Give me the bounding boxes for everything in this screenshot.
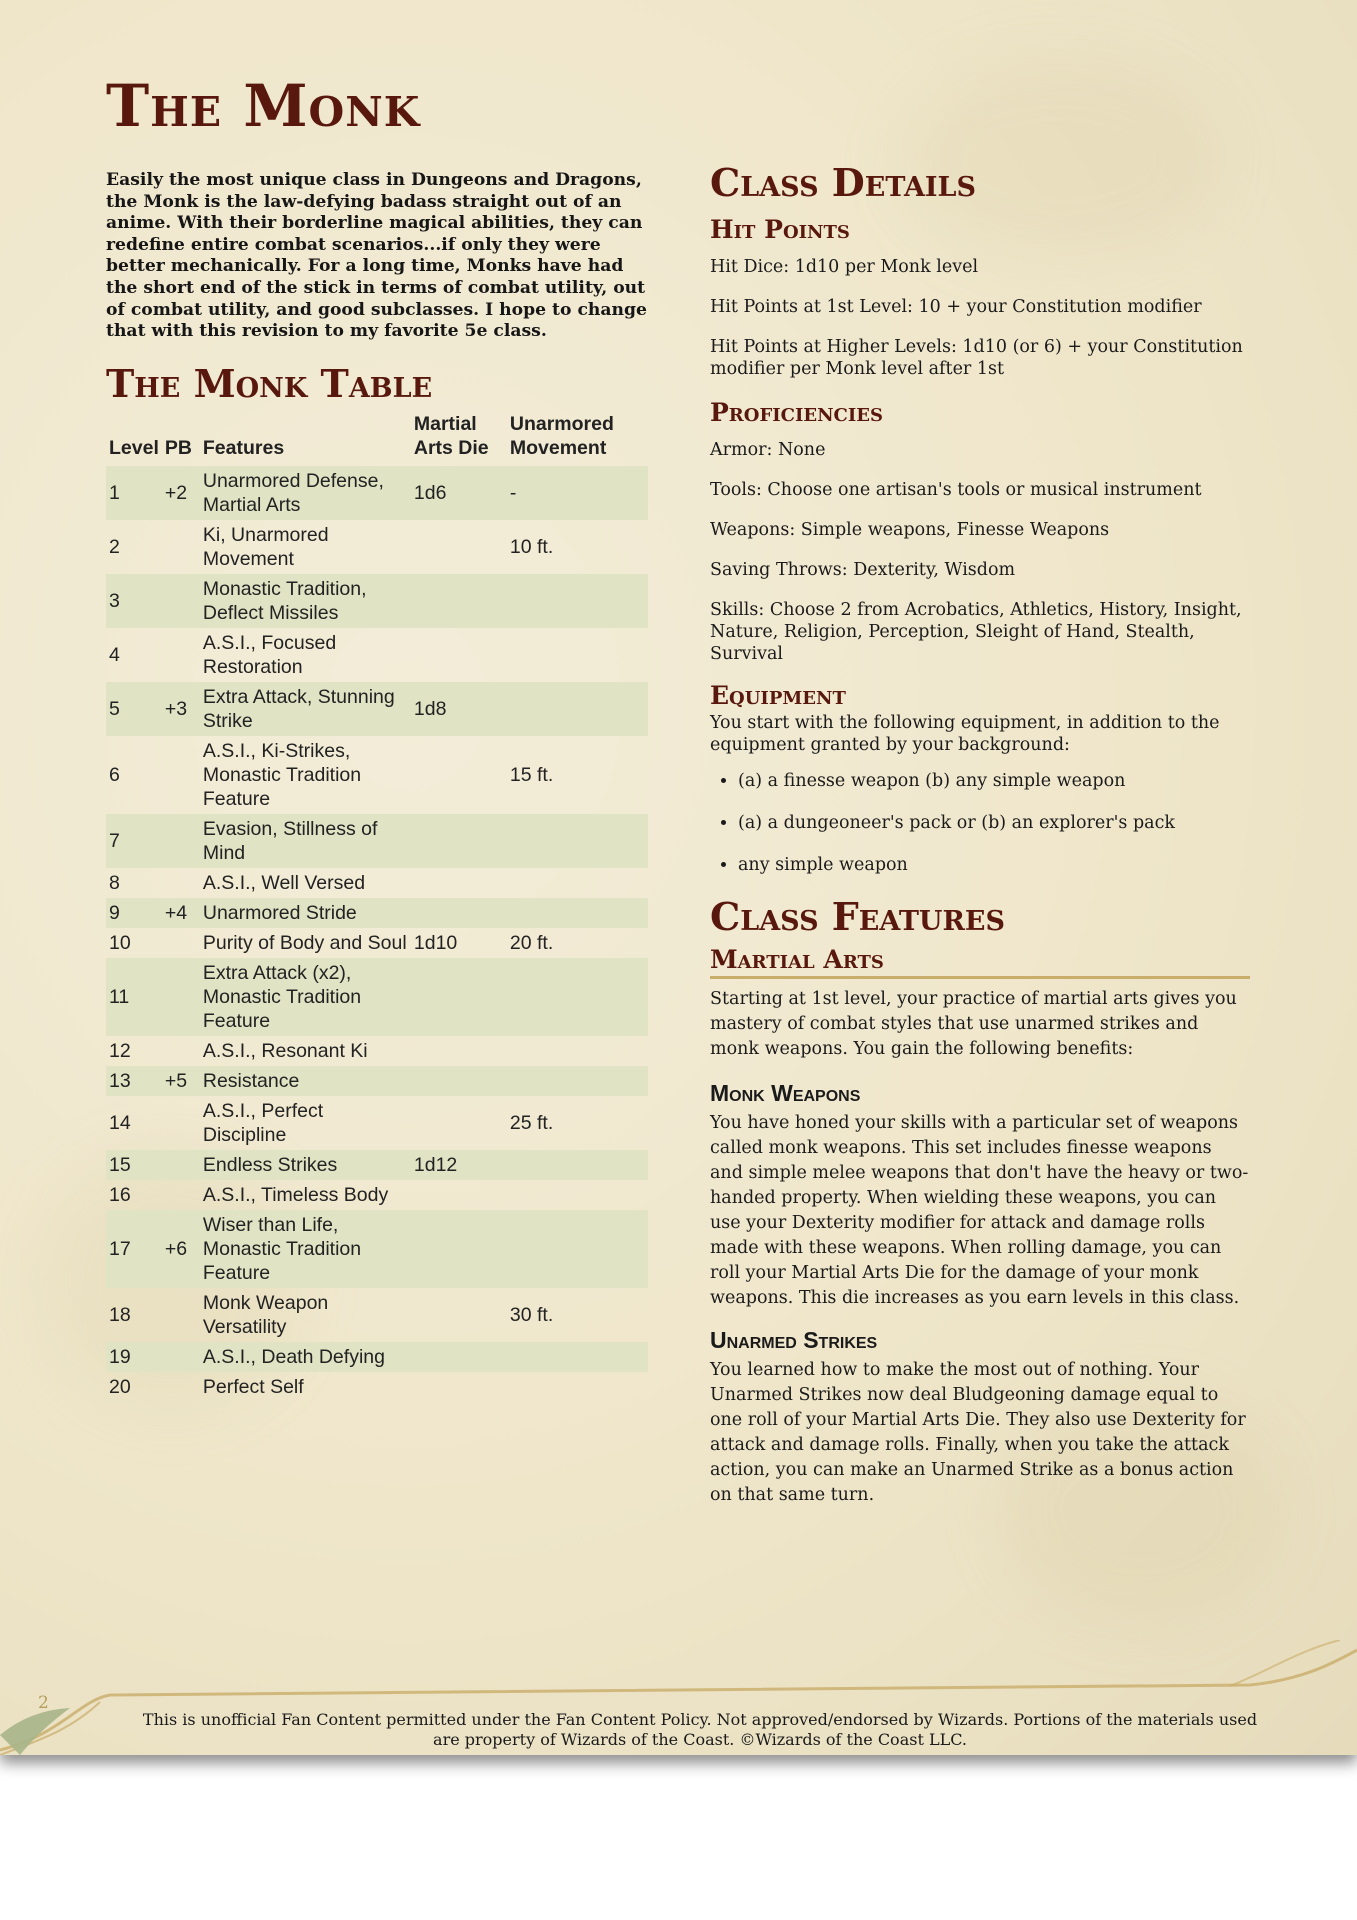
cell-pb [162, 1372, 200, 1402]
cell-movement [507, 868, 648, 898]
cell-features: Monastic Tradition, Deflect Missiles [200, 574, 411, 628]
cell-die [411, 1066, 507, 1096]
header-level: Level [109, 436, 159, 459]
list-item: • (a) a finesse weapon (b) any simple weapon [738, 770, 1250, 792]
cell-movement [507, 1180, 648, 1210]
monk-weapons-title: Monk Weapons [710, 1080, 861, 1106]
cell-movement: 15 ft. [509, 763, 554, 786]
cell-die [411, 1036, 507, 1066]
equipment-intro-text: You start with the following equipment, in addition to the equipment granted by your background: [710, 713, 1220, 755]
cell-level: 18 [109, 1303, 131, 1326]
table-row [106, 682, 648, 736]
cell-movement [507, 1036, 648, 1066]
cell-features: Evasion, Stillness of Mind [200, 814, 411, 868]
hp-higher-levels-text: Hit Points at Higher Levels: 1d10 (or 6) + your Constitution modifier per Monk level after 1st [710, 337, 1243, 379]
table-row [106, 1342, 648, 1372]
cell-level: 8 [109, 871, 120, 894]
cell-features: Monk Weapon Versatility [202, 1291, 329, 1338]
cell-features: Extra Attack (x2), Monastic Tradition Feature [200, 958, 411, 1036]
cell-level: 6 [109, 763, 120, 786]
cell-movement [507, 1372, 648, 1402]
cell-pb [162, 520, 200, 574]
cell-die [411, 520, 507, 574]
class-features-title: Class Features [710, 894, 1005, 939]
cell-level: 20 [109, 1375, 131, 1398]
cell-level: 5 [106, 682, 162, 736]
header-unarmored-movement: Unarmored Movement [509, 412, 614, 459]
martial-arts-title: Martial Arts [710, 945, 1250, 979]
cell-features: A.S.I., Ki-Strikes, Monastic Tradition Feature [202, 739, 362, 810]
tools-text: Tools: Choose one artisan's tools or musical instrument [710, 480, 1202, 500]
cell-level: 7 [106, 814, 162, 868]
cell-die [411, 814, 507, 868]
cell-movement [507, 898, 648, 928]
cell-movement [507, 1210, 648, 1288]
cell-level: 11 [106, 958, 162, 1036]
cell-level: 19 [106, 1342, 162, 1372]
table-row [106, 520, 648, 574]
cell-pb: +3 [162, 682, 200, 736]
page-title: The Monk [106, 72, 421, 140]
cell-die: 1d10 [413, 931, 458, 954]
cell-pb [162, 1180, 200, 1210]
cell-features: Unarmored Defense, Martial Arts [200, 466, 411, 520]
cell-features: A.S.I., Death Defying [200, 1342, 411, 1372]
cell-movement: 25 ft. [509, 1111, 554, 1134]
table-row [106, 1096, 648, 1150]
cell-die [411, 574, 507, 628]
page-number: 2 [38, 1693, 49, 1713]
proficiencies-title: Proficiencies [710, 398, 884, 427]
cell-movement: 30 ft. [509, 1303, 554, 1326]
cell-pb [162, 868, 200, 898]
cell-die [411, 1342, 507, 1372]
cell-die [411, 1180, 507, 1210]
cell-pb: +4 [162, 898, 200, 928]
saving-throws-text: Saving Throws: Dexterity, Wisdom [710, 560, 1016, 580]
skills-text: Skills: Choose 2 from Acrobatics, Athletics, History, Insight, Nature, Religion, Perception, Sleight of Hand, Stealth, Survival [710, 600, 1242, 664]
cell-level: 16 [109, 1183, 131, 1206]
class-details-title: Class Details [710, 160, 977, 205]
cell-features: A.S.I., Resonant Ki [202, 1039, 368, 1062]
cell-features: A.S.I., Perfect Discipline [202, 1099, 324, 1146]
table-row [106, 1210, 648, 1288]
table-row [106, 1288, 648, 1342]
cell-movement [507, 814, 648, 868]
hit-dice-text: Hit Dice: 1d10 per Monk level [710, 257, 979, 277]
cell-movement: - [507, 466, 648, 520]
unarmed-strikes-title: Unarmed Strikes [710, 1327, 878, 1353]
cell-movement [507, 958, 648, 1036]
monk-weapons-text: You have honed your skills with a particular set of weapons called monk weapons. This set includes finesse weapons and simple melee weapons that don't have the heavy or two-handed property. When wielding these weapons, you can use your Dexterity modifier for attack and damage rolls made with these weapons. When rolling damage, you can roll your Martial Arts Die for the damage of your monk weapons. This die increases as you earn levels in this class. [710, 1113, 1249, 1308]
cell-pb: +6 [162, 1210, 200, 1288]
cell-pb [162, 928, 200, 958]
cell-die [411, 1096, 507, 1150]
table-row [106, 466, 648, 520]
cell-die [411, 628, 507, 682]
cell-features: A.S.I., Focused Restoration [202, 631, 337, 678]
table-row [106, 1180, 648, 1210]
cell-features: Wiser than Life, Monastic Tradition Feature [200, 1210, 411, 1288]
header-pb: PB [164, 436, 192, 459]
cell-features: A.S.I., Well Versed [202, 871, 366, 894]
cell-die [411, 736, 507, 814]
table-row [106, 1036, 648, 1066]
cell-features: Perfect Self [202, 1375, 304, 1398]
table-row [106, 736, 648, 814]
cell-pb [162, 1150, 200, 1180]
cell-pb [162, 958, 200, 1036]
unarmed-strikes-text: You learned how to make the most out of nothing. Your Unarmed Strikes now deal Bludgeoning damage equal to one roll of your Martial Arts Die. They also use Dexterity for attack and damage rolls. Finally, when you take the attack action, you can make an Unarmed Strike as a bonus action on that same turn. [710, 1360, 1246, 1505]
cell-level: 17 [106, 1210, 162, 1288]
table-row [106, 574, 648, 628]
cell-die [411, 1210, 507, 1288]
cell-features: Extra Attack, Stunning Strike [200, 682, 411, 736]
weapons-text: Weapons: Simple weapons, Finesse Weapons [710, 520, 1110, 540]
cell-pb: +2 [162, 466, 200, 520]
cell-level: 3 [106, 574, 162, 628]
table-row [106, 628, 648, 682]
table-row [106, 814, 648, 868]
cell-die [411, 1288, 507, 1342]
cell-level: 2 [109, 535, 120, 558]
cell-features: A.S.I., Timeless Body [202, 1183, 389, 1206]
cell-level: 13 [106, 1066, 162, 1096]
cell-level: 12 [109, 1039, 131, 1062]
cell-pb [162, 1288, 200, 1342]
table-row [106, 898, 648, 928]
list-item: • any simple weapon [738, 854, 1250, 876]
cell-die [411, 1372, 507, 1402]
hit-points-title: Hit Points [710, 215, 850, 244]
table-row [106, 928, 648, 958]
cell-level: 9 [106, 898, 162, 928]
table-row [106, 1150, 648, 1180]
hp-first-level-text: Hit Points at 1st Level: 10 + your Constitution modifier [710, 297, 1202, 317]
cell-movement [507, 1342, 648, 1372]
header-martial-arts-die: Martial Arts Die [413, 412, 489, 459]
cell-pb [162, 1096, 200, 1150]
cell-movement [507, 574, 648, 628]
martial-arts-text: Starting at 1st level, your practice of martial arts gives you mastery of combat styles that use unarmed strikes and monk weapons. You gain the following benefits: [710, 989, 1237, 1059]
cell-features: Purity of Body and Soul [202, 931, 407, 954]
cell-level: 15 [106, 1150, 162, 1180]
cell-die [411, 868, 507, 898]
cell-features: Resistance [200, 1066, 411, 1096]
list-item: • (a) a dungeoneer's pack or (b) an explorer's pack [738, 812, 1250, 834]
cell-pb [162, 1342, 200, 1372]
cell-level: 4 [109, 643, 120, 666]
cell-level: 1 [106, 466, 162, 520]
cell-pb [162, 628, 200, 682]
footer-legal: This is unofficial Fan Content permitted under the Fan Content Policy. Not approved/endorsed by Wizards. Portions of the materials used are property of Wizards of the Coast. ©Wizards of the Coast LLC. [142, 1710, 1258, 1749]
cell-die: 1d12 [411, 1150, 507, 1180]
table-row [106, 1066, 648, 1096]
cell-die [411, 958, 507, 1036]
armor-text: Armor: None [710, 440, 826, 460]
cell-movement: 20 ft. [509, 931, 554, 954]
monk-table-header [106, 412, 648, 466]
cell-movement: 10 ft. [509, 535, 554, 558]
cell-pb: +5 [162, 1066, 200, 1096]
table-row [106, 868, 648, 898]
cell-pb [162, 814, 200, 868]
equipment-title: Equipment [710, 681, 846, 710]
cell-pb [162, 1036, 200, 1066]
cell-pb [162, 736, 200, 814]
monk-table [106, 412, 648, 1402]
cell-level: 14 [109, 1111, 131, 1134]
cell-level: 10 [109, 931, 131, 954]
intro-paragraph: Easily the most unique class in Dungeons and Dragons, the Monk is the law-defying badass straight out of an anime. With their borderline magical abilities, they can redefine entire combat scenarios...if only they were better mechanically. For a long time, Monks have had the short end of the stick in terms of combat utility, out of combat utility, and good subclasses. I hope to change that with this revision to my favorite 5e class. [106, 170, 647, 342]
cell-movement [507, 1066, 648, 1096]
cell-features: Unarmored Stride [200, 898, 411, 928]
cell-pb [162, 574, 200, 628]
header-features: Features [202, 436, 285, 459]
right-column [710, 160, 1250, 1508]
cell-movement [507, 682, 648, 736]
table-row [106, 958, 648, 1036]
cell-features: Endless Strikes [200, 1150, 411, 1180]
cell-features: Ki, Unarmored Movement [202, 523, 329, 570]
cell-die: 1d8 [411, 682, 507, 736]
cell-movement [507, 1150, 648, 1180]
cell-die: 1d6 [411, 466, 507, 520]
monk-table-title: The Monk Table [106, 360, 433, 406]
cell-die [411, 898, 507, 928]
table-row [106, 1372, 648, 1402]
cell-movement [507, 628, 648, 682]
left-column [106, 72, 648, 1402]
equipment-list [710, 770, 1250, 876]
